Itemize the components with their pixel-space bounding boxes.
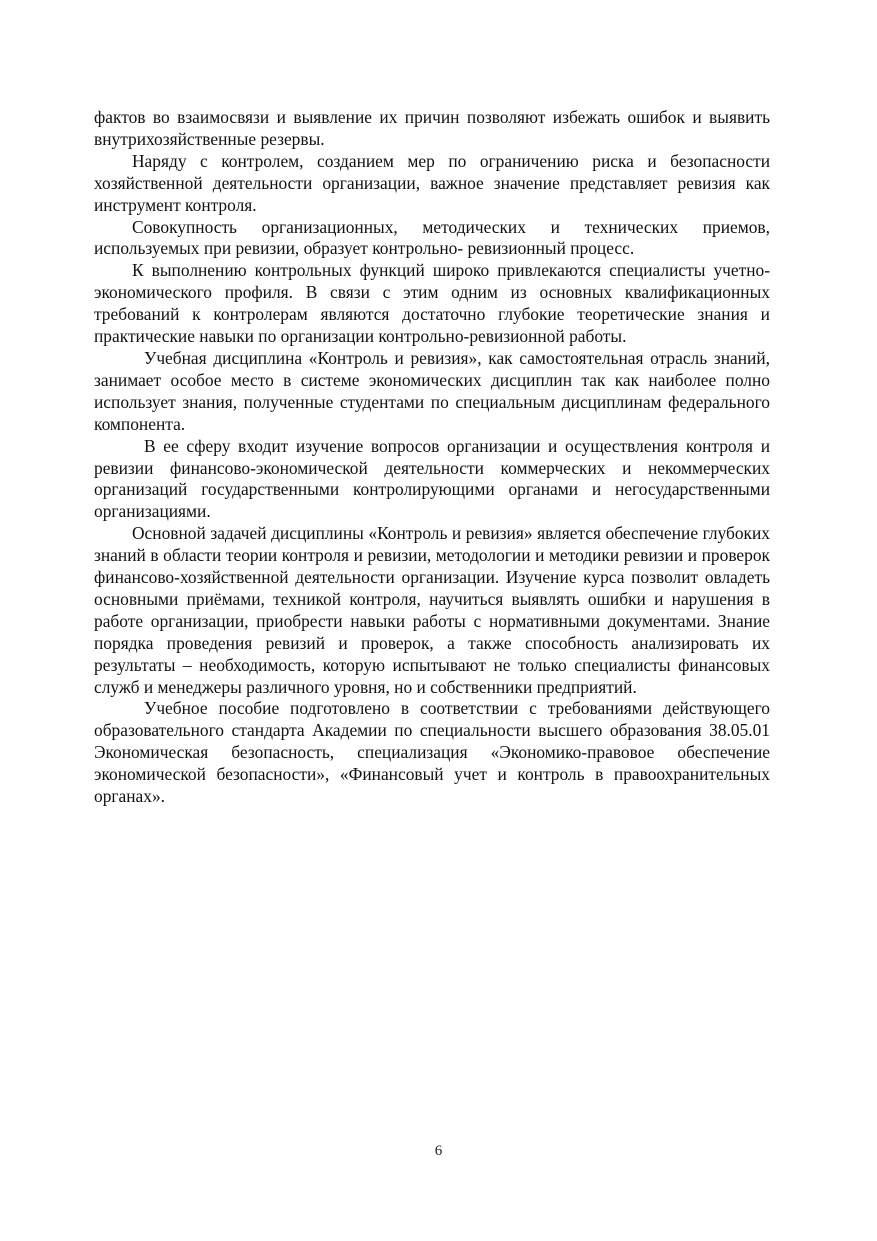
paragraph: В ее сферу входит изучение вопросов организации и осуществления контроля и ревизии финансово-экономической деятельности коммерческих и некоммерческих организаций государственными контролирующими органами и негосударственными организациями. — [94, 435, 770, 522]
paragraph: Учебная дисциплина «Контроль и ревизия», как самостоятельная отрасль знаний, занимает особое место в системе экономических дисциплин так как наиболее полно использует знания, полученные студентами по специальным дисциплинам федерального компонента. — [94, 347, 770, 434]
paragraph: Основной задачей дисциплины «Контроль и ревизия» является обеспечение глубоких знаний в области теории контроля и ревизии, методологии и методики ревизии и проверок финансово-хозяйственной деятельности организации. Изучение курса позволит овладеть основными приёмами, техникой контроля, научиться выявлять ошибки и нарушения в работе организации, приобрести навыки работы с нормативными документами. Знание порядка проведения ревизий и проверок, а также способность анализировать их результаты – необходимость, которую испытывают не только специалисты финансовых служб и менеджеры различного уровня, но и собственники предприятий. — [94, 523, 770, 697]
page-number: 6 — [434, 1143, 443, 1159]
body-text — [94, 107, 770, 808]
paragraph: Учебное пособие подготовлено в соответствии с требованиями действующего образовательного стандарта Академии по специальности высшего образования 38.05.01 Экономическая безопасность, специализация «Экономико-правовое обеспечение экономической безопасности», «Финансовый учет и контроль в правоохранительных органах». — [94, 698, 770, 807]
paragraph: К выполнению контрольных функций широко привлекаются специалисты учетно-экономического профиля. В связи с этим одним из основных квалификационных требований к контролерам являются достаточно глубокие теоретические знания и практические навыки по организации контрольно-ревизионной работы. — [94, 260, 770, 347]
paragraph: Совокупность организационных, методических и технических приемов, используемых при ревизии, образует контрольно- ревизионный процесс. — [94, 216, 770, 259]
paragraph: фактов во взаимосвязи и выявление их причин позволяют избежать ошибок и выявить внутрихозяйственные резервы. — [94, 107, 770, 149]
paragraph: Наряду с контролем, созданием мер по ограничению риска и безопасности хозяйственной деятельности организации, важное значение представляет ревизия как инструмент контроля. — [94, 150, 770, 215]
